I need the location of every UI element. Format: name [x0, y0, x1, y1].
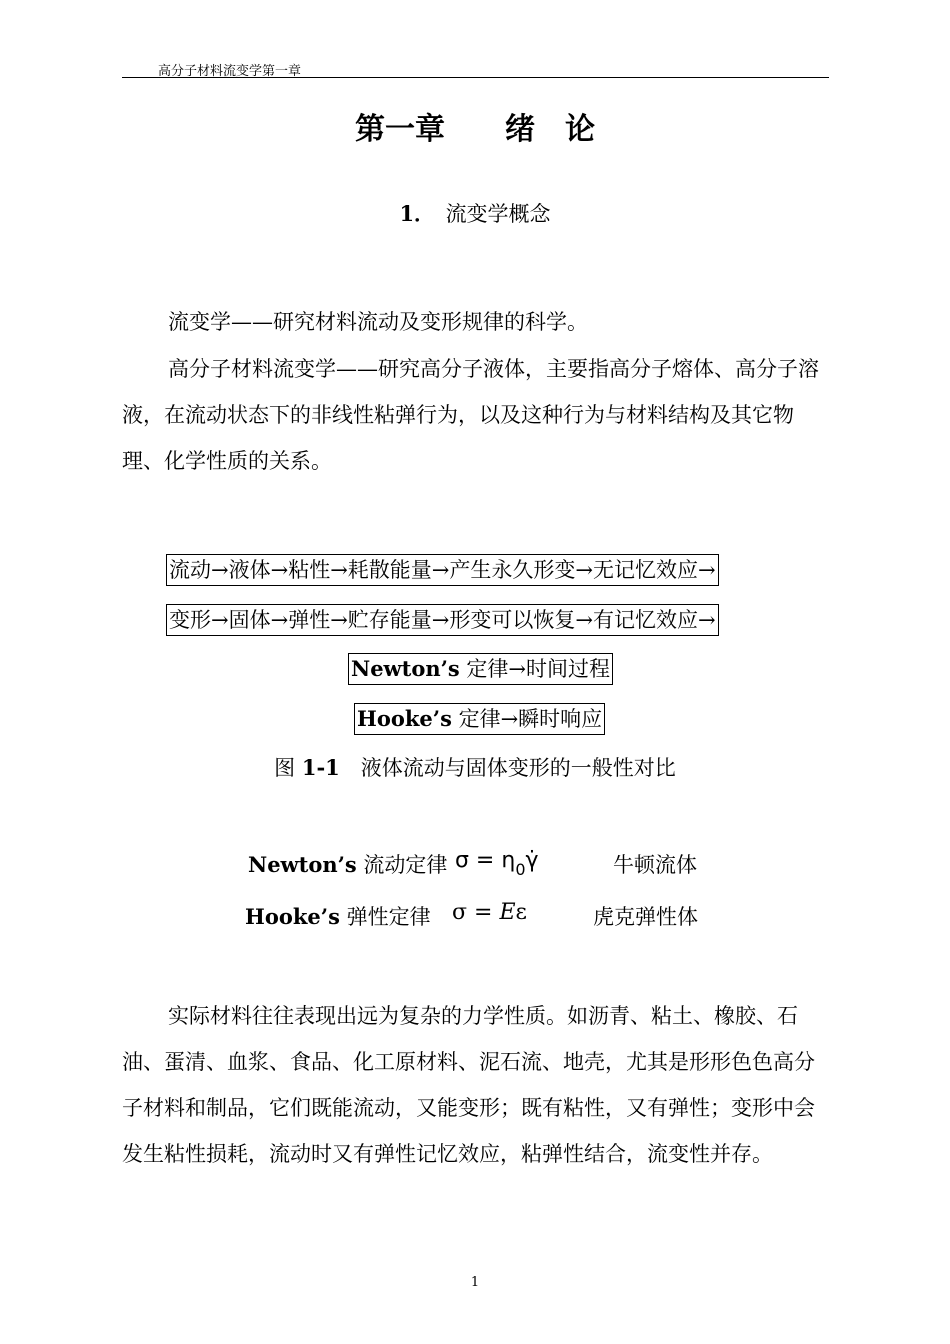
hooke-eq-left: σ = [452, 900, 500, 925]
figure-caption [0, 752, 950, 782]
newton-eq-left: σ = η [455, 848, 516, 873]
hooke-law-label: 弹性定律 [339, 905, 431, 929]
paragraph-polymer-rheology-definition: 高分子材料流变学——研究高分子液体，主要指高分子熔体、高分子溶液，在流动状态下的非线性粘弹行为，以及这种行为与材料结构及其它物理、化学性质的关系。 [122, 357, 819, 473]
chapter-number: 第一章 [355, 112, 445, 147]
newtonian-fluid-label: 牛顿流体 [613, 853, 697, 877]
flow-chain-box: 流动→液体→粘性→耗散能量→产生永久形变→无记忆效应→ [166, 554, 719, 586]
hooke-name: Hooke’s [357, 706, 452, 731]
newton-law-name: Newton’s [248, 852, 357, 877]
newton-law-text: 定律→时间过程 [459, 657, 611, 681]
newton-name: Newton’s [351, 656, 460, 681]
hooke-law-text: 定律→瞬时响应 [451, 707, 603, 731]
chapter-title-char-2: 论 [565, 112, 595, 147]
hooke-law-name: Hooke’s [245, 904, 340, 929]
hooke-elastic-law-label [245, 901, 431, 931]
hooke-eq-modulus: E [499, 900, 516, 925]
hooke-eq-right: ε [515, 900, 527, 925]
hooke-law-box [354, 703, 605, 735]
section-title: 流变学概念 [445, 202, 551, 226]
section-heading [0, 198, 950, 228]
hookean-solid-label: 虎克弹性体 [593, 905, 698, 929]
header-rule [122, 77, 829, 78]
deformation-chain-box: 变形→固体→弹性→贮存能量→形变可以恢复→有记忆效应→ [166, 604, 719, 636]
hooke-equation [452, 900, 527, 925]
caption-number: 1-1 [301, 755, 340, 780]
newton-equation [455, 848, 539, 879]
newton-flow-law-label [248, 849, 447, 879]
running-header: 高分子材料流变学第一章 [158, 64, 302, 79]
page-number: 1 [470, 1275, 480, 1290]
newton-eq-right: γ̇ [525, 848, 539, 873]
caption-prefix: 图 [274, 756, 302, 780]
newton-eq-subscript: 0 [515, 860, 526, 879]
chapter-title-char-1: 绪 [505, 112, 535, 147]
newton-law-label: 流动定律 [356, 853, 448, 877]
paragraph-real-materials: 实际材料往往表现出远为复杂的力学性质。如沥青、粘土、橡胶、石油、蛋清、血浆、食品、化工原材料、泥石流、地壳，尤其是形形色色高分子材料和制品，它们既能流动，又能变形；既有粘性，又有弹性；变形中会发生粘性损耗，流动时又有弹性记忆效应，粘弹性结合，流变性并存。 [122, 1004, 815, 1166]
caption-text: 液体流动与固体变形的一般性对比 [339, 756, 676, 780]
section-number: 1． [399, 201, 425, 226]
newton-law-box [348, 653, 613, 685]
chapter-title [0, 104, 950, 148]
paragraph-rheology-definition: 流变学——研究材料流动及变形规律的科学。 [168, 310, 588, 334]
